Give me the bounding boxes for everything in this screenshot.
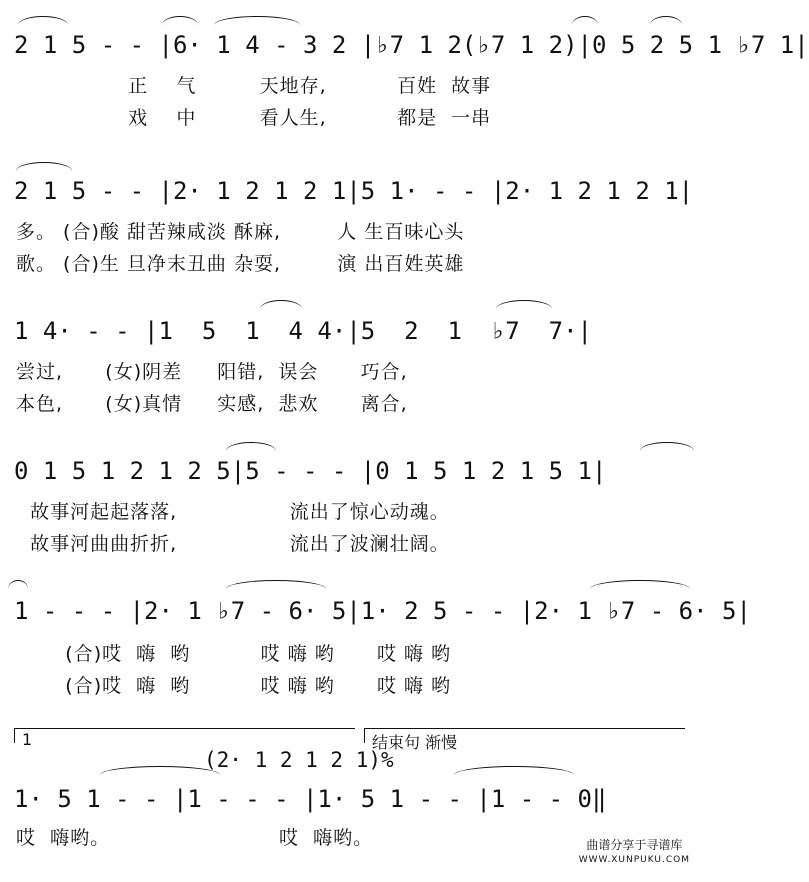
lyric-verse-1: (合)哎 嗨 哟 哎 嗨 哟 哎 嗨 哟 (16, 643, 452, 665)
lyric-verse-2: 本色, (女)真情 实感, 悲欢 离合, (16, 393, 408, 415)
lyric-verse-1: 正 气 天地存, 百姓 故事 (100, 75, 492, 97)
slur (18, 16, 68, 25)
slur (16, 162, 72, 171)
slur (8, 580, 28, 589)
lyric-verse-1: 尝过, (女)阴差 阳错, 误会 巧合, (16, 361, 408, 383)
slur (572, 16, 598, 25)
notation-line: 2 1 5 - - |6· 1 4 - 3 2 |♭7 1 2(♭7 1 2)|0 5 2 5 1 ♭7 1| (14, 31, 809, 59)
slur (590, 580, 690, 589)
lyric-verse-2: 故事河曲曲折折, 流出了波澜壮阔。 (16, 533, 450, 555)
notation-line: 1· 5 1 - - |1 - - - |1· 5 1 - - |1 - - 0‖ (14, 785, 607, 813)
lyric-verse-1: 哎 嗨哟。 哎 嗨哟。 (16, 827, 374, 849)
watermark (579, 838, 690, 868)
slur (100, 766, 220, 775)
slur (226, 580, 326, 589)
watermark-url: WWW.XUNPUKU.COM (578, 855, 690, 865)
notation-line: 0 1 5 1 2 1 2 5|5 - - - |0 1 5 1 2 1 5 1| (14, 457, 607, 485)
slur (650, 16, 682, 25)
notation-line: 1 4· - - |1 5 1 4 4·|5 2 1 ♭7 7·| (14, 317, 592, 345)
lyric-verse-2: (合)哎 嗨 哟 哎 嗨 哟 哎 嗨 哟 (16, 675, 452, 697)
volta-bracket-1 (14, 728, 355, 743)
volta-2-label: 结束句 渐慢 (372, 733, 458, 752)
slur (214, 16, 300, 25)
slur (496, 300, 552, 309)
notation-line: 1 - - - |2· 1 ♭7 - 6· 5|1· 2 5 - - |2· 1 ♭7 - 6· 5| (14, 597, 751, 625)
lyric-verse-1: 故事河起起落落, 流出了惊心动魂。 (16, 501, 450, 523)
slur (454, 766, 574, 775)
slur (260, 300, 302, 309)
volta-1-label: 1 (22, 730, 33, 749)
repeat-phrase: (2· 1 2 1 2 1)% (204, 748, 394, 772)
slur (640, 442, 694, 451)
lyric-verse-1: 多。 (合)酸 甜苦辣咸淡 酥麻, 人 生百味心头 (16, 221, 465, 243)
notation-line: 2 1 5 - - |2· 1 2 1 2 1|5 1· - - |2· 1 2 1 2 1| (14, 177, 694, 205)
lyric-verse-2: 歌。 (合)生 旦净末丑曲 杂耍, 演 出百姓英雄 (16, 253, 465, 275)
slur (162, 16, 198, 25)
lyric-verse-2: 戏 中 看人生, 都是 一串 (100, 107, 492, 129)
slur (226, 442, 276, 451)
watermark-text: 曲谱分享于寻谱库 (586, 838, 683, 852)
